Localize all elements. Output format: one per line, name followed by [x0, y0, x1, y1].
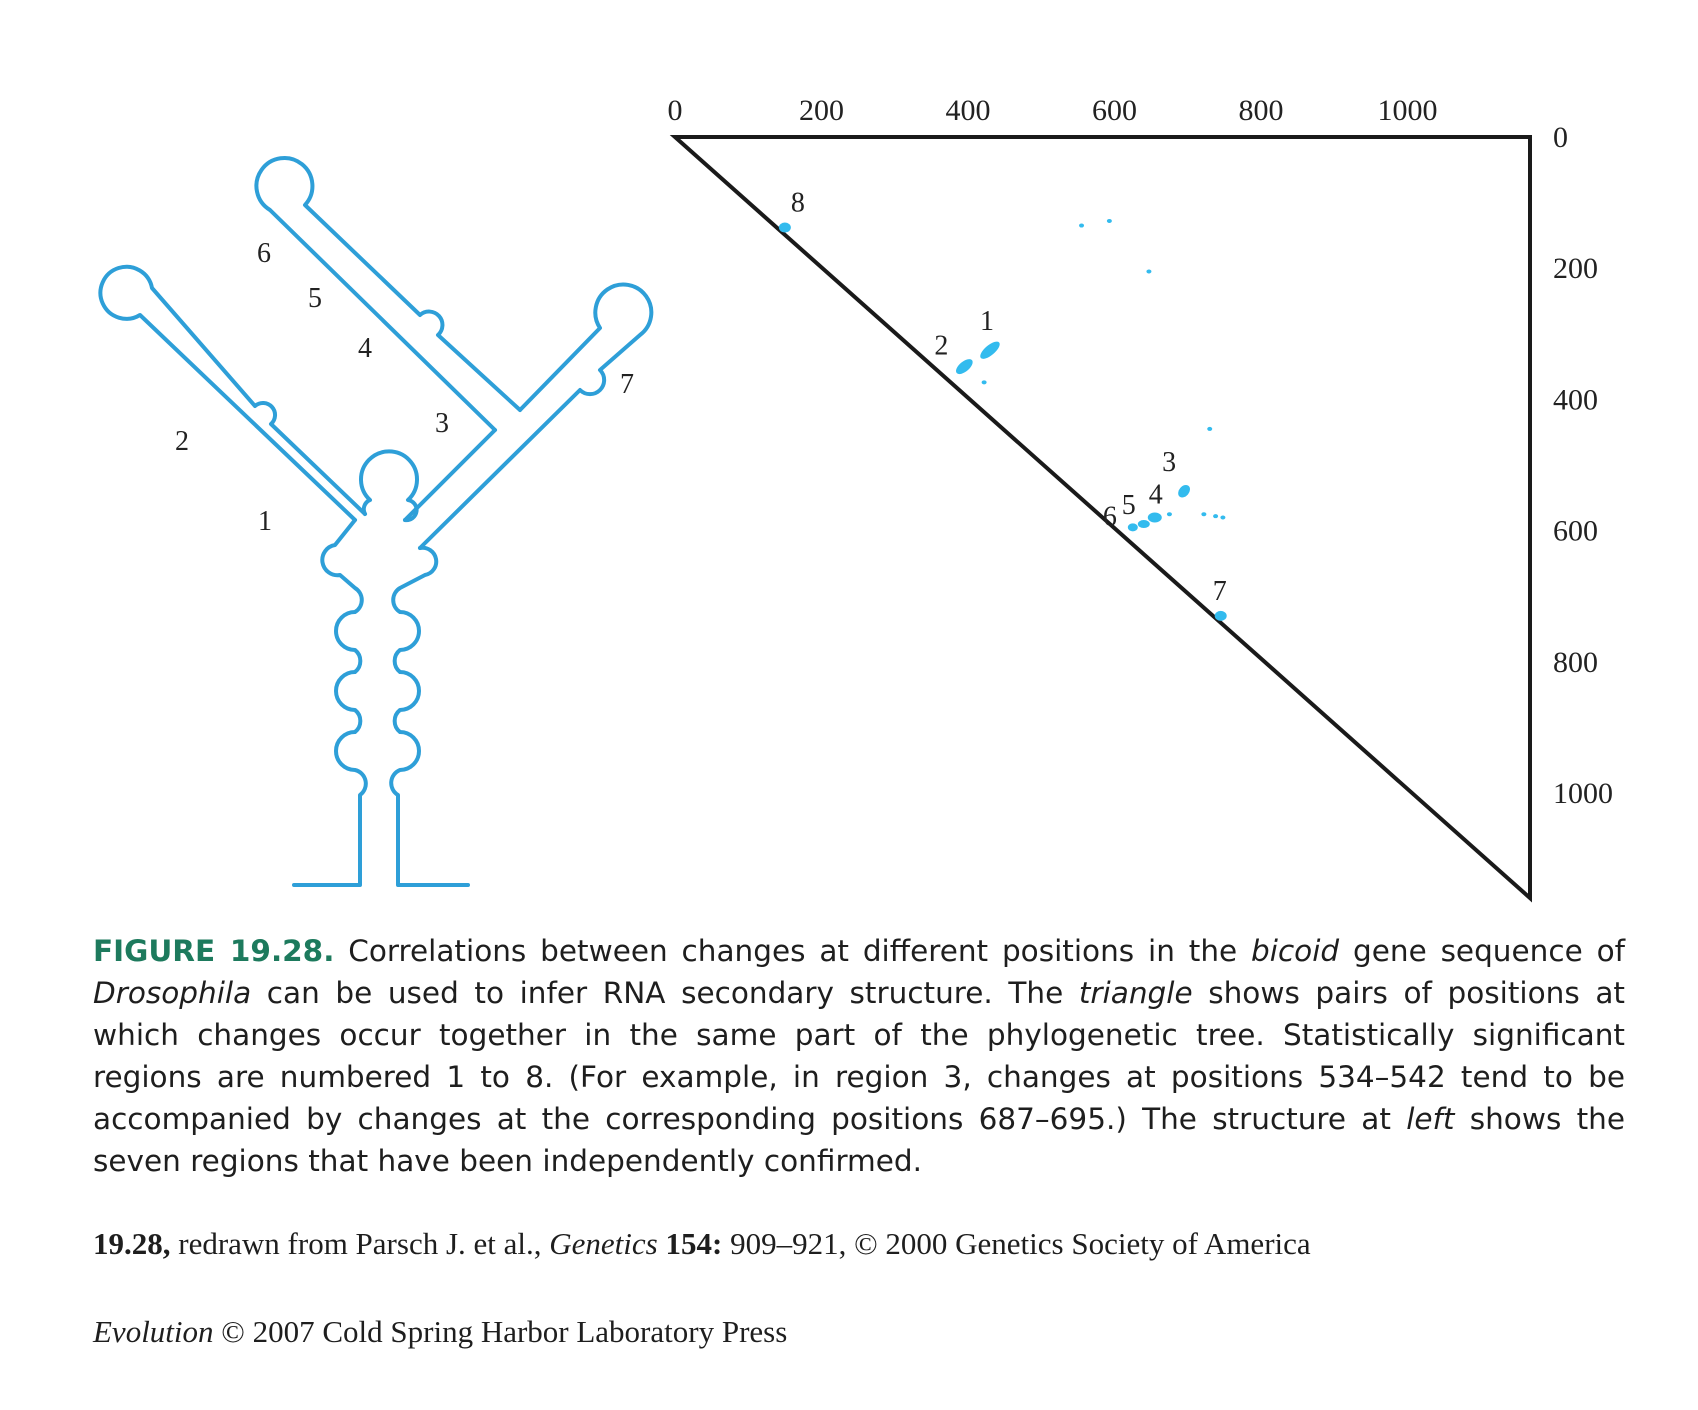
region-point-4	[1148, 512, 1162, 522]
region-label-5: 5	[1121, 490, 1136, 522]
x-tick-label: 0	[667, 94, 683, 127]
minor-point	[1146, 269, 1151, 273]
minor-point	[982, 380, 987, 384]
x-tick-label: 200	[799, 94, 844, 127]
y-tick-label: 600	[1553, 514, 1598, 548]
minor-point	[1213, 514, 1218, 518]
minor-point	[1207, 427, 1212, 431]
caption-text-1: Correlations between changes at different positions in the	[334, 934, 1252, 968]
rna-stem-left	[294, 520, 366, 885]
region-label-3: 3	[1162, 447, 1177, 479]
rna-label-2: 2	[175, 426, 189, 457]
minor-point	[1079, 224, 1084, 228]
credit-text-2: 909–921, © 2000 Genetics Society of America	[722, 1226, 1311, 1261]
x-tick-label: 800	[1238, 94, 1284, 127]
caption-em-left: left	[1406, 1102, 1455, 1136]
rna-label-7: 7	[620, 369, 634, 400]
triangle-chart	[668, 94, 1614, 898]
region-point-6	[1128, 523, 1138, 531]
publisher-line	[93, 1314, 787, 1350]
rna-left-branch	[100, 267, 365, 520]
minor-point	[1220, 515, 1225, 519]
rna-label-6: 6	[257, 238, 271, 269]
x-tick-label: 400	[945, 94, 991, 127]
region-point-3	[1176, 483, 1193, 500]
caption-em-triangle: triangle	[1078, 976, 1193, 1010]
minor-point	[1167, 512, 1172, 516]
y-axis-ticks	[1553, 121, 1613, 810]
minor-point	[1201, 512, 1206, 516]
credit-volume: 154:	[657, 1226, 723, 1261]
rna-stem-right	[391, 548, 468, 885]
figure-label: FIGURE 19.28.	[93, 934, 335, 968]
caption-em-drosophila: Drosophila	[93, 976, 252, 1010]
rna-label-5: 5	[308, 283, 322, 314]
region-points	[779, 223, 1227, 621]
credit-ref: 19.28,	[93, 1226, 171, 1261]
region-point-labels	[791, 188, 1227, 607]
region-label-2: 2	[934, 330, 949, 362]
y-tick-label: 400	[1553, 383, 1598, 417]
region-label-7: 7	[1212, 575, 1227, 607]
x-tick-label: 1000	[1377, 94, 1438, 127]
minor-point	[1107, 219, 1112, 223]
figure-caption	[93, 930, 1625, 1182]
rna-label-1: 1	[258, 506, 272, 537]
region-label-8: 8	[790, 187, 805, 219]
y-tick-label: 1000	[1553, 777, 1613, 810]
y-tick-label: 0	[1553, 121, 1568, 154]
credit-text-1: redrawn from Parsch J. et al.,	[170, 1226, 550, 1261]
caption-text-5: shows the seven regions that have been independently confirmed.	[93, 1102, 1625, 1178]
region-point-7	[1215, 611, 1227, 621]
region-label-1: 1	[979, 306, 994, 338]
publisher-text: © 2007 Cold Spring Harbor Laboratory Press	[213, 1314, 788, 1349]
caption-em-bicoid: bicoid	[1251, 934, 1340, 968]
rna-region-labels	[175, 238, 634, 537]
y-tick-label: 200	[1553, 252, 1598, 286]
caption-text-2: gene sequence of	[1339, 934, 1626, 968]
region-point-1	[978, 339, 1003, 362]
region-label-4: 4	[1148, 479, 1163, 511]
x-axis-ticks	[668, 94, 1438, 127]
minor-points	[979, 219, 1226, 520]
credit-journal: Genetics	[549, 1226, 658, 1261]
publisher-book: Evolution	[93, 1314, 214, 1349]
region-point-8	[779, 223, 791, 233]
region-point-5	[1138, 520, 1150, 528]
figure-credit	[93, 1226, 1311, 1262]
y-tick-label: 800	[1553, 645, 1598, 679]
rna-label-4: 4	[358, 333, 372, 364]
region-point-2	[953, 356, 975, 377]
rna-central-hairpin	[361, 451, 417, 520]
rna-structure	[100, 158, 651, 885]
region-label-6: 6	[1102, 501, 1117, 533]
caption-text-3: can be used to infer RNA secondary structure. The	[251, 976, 1079, 1010]
caption-text-4: shows pairs of positions at which changes occur together in the same part of the phylogenetic tree. Statistically significant regions are numbered 1 to 8. (For example, in region 3, changes at positions 534–542 tend to be accompanied by changes at the corresponding positions 687–695.) The structure at	[93, 976, 1625, 1136]
rna-middle-branch	[256, 158, 520, 430]
rna-label-3: 3	[435, 408, 449, 439]
x-tick-label: 600	[1092, 94, 1137, 127]
